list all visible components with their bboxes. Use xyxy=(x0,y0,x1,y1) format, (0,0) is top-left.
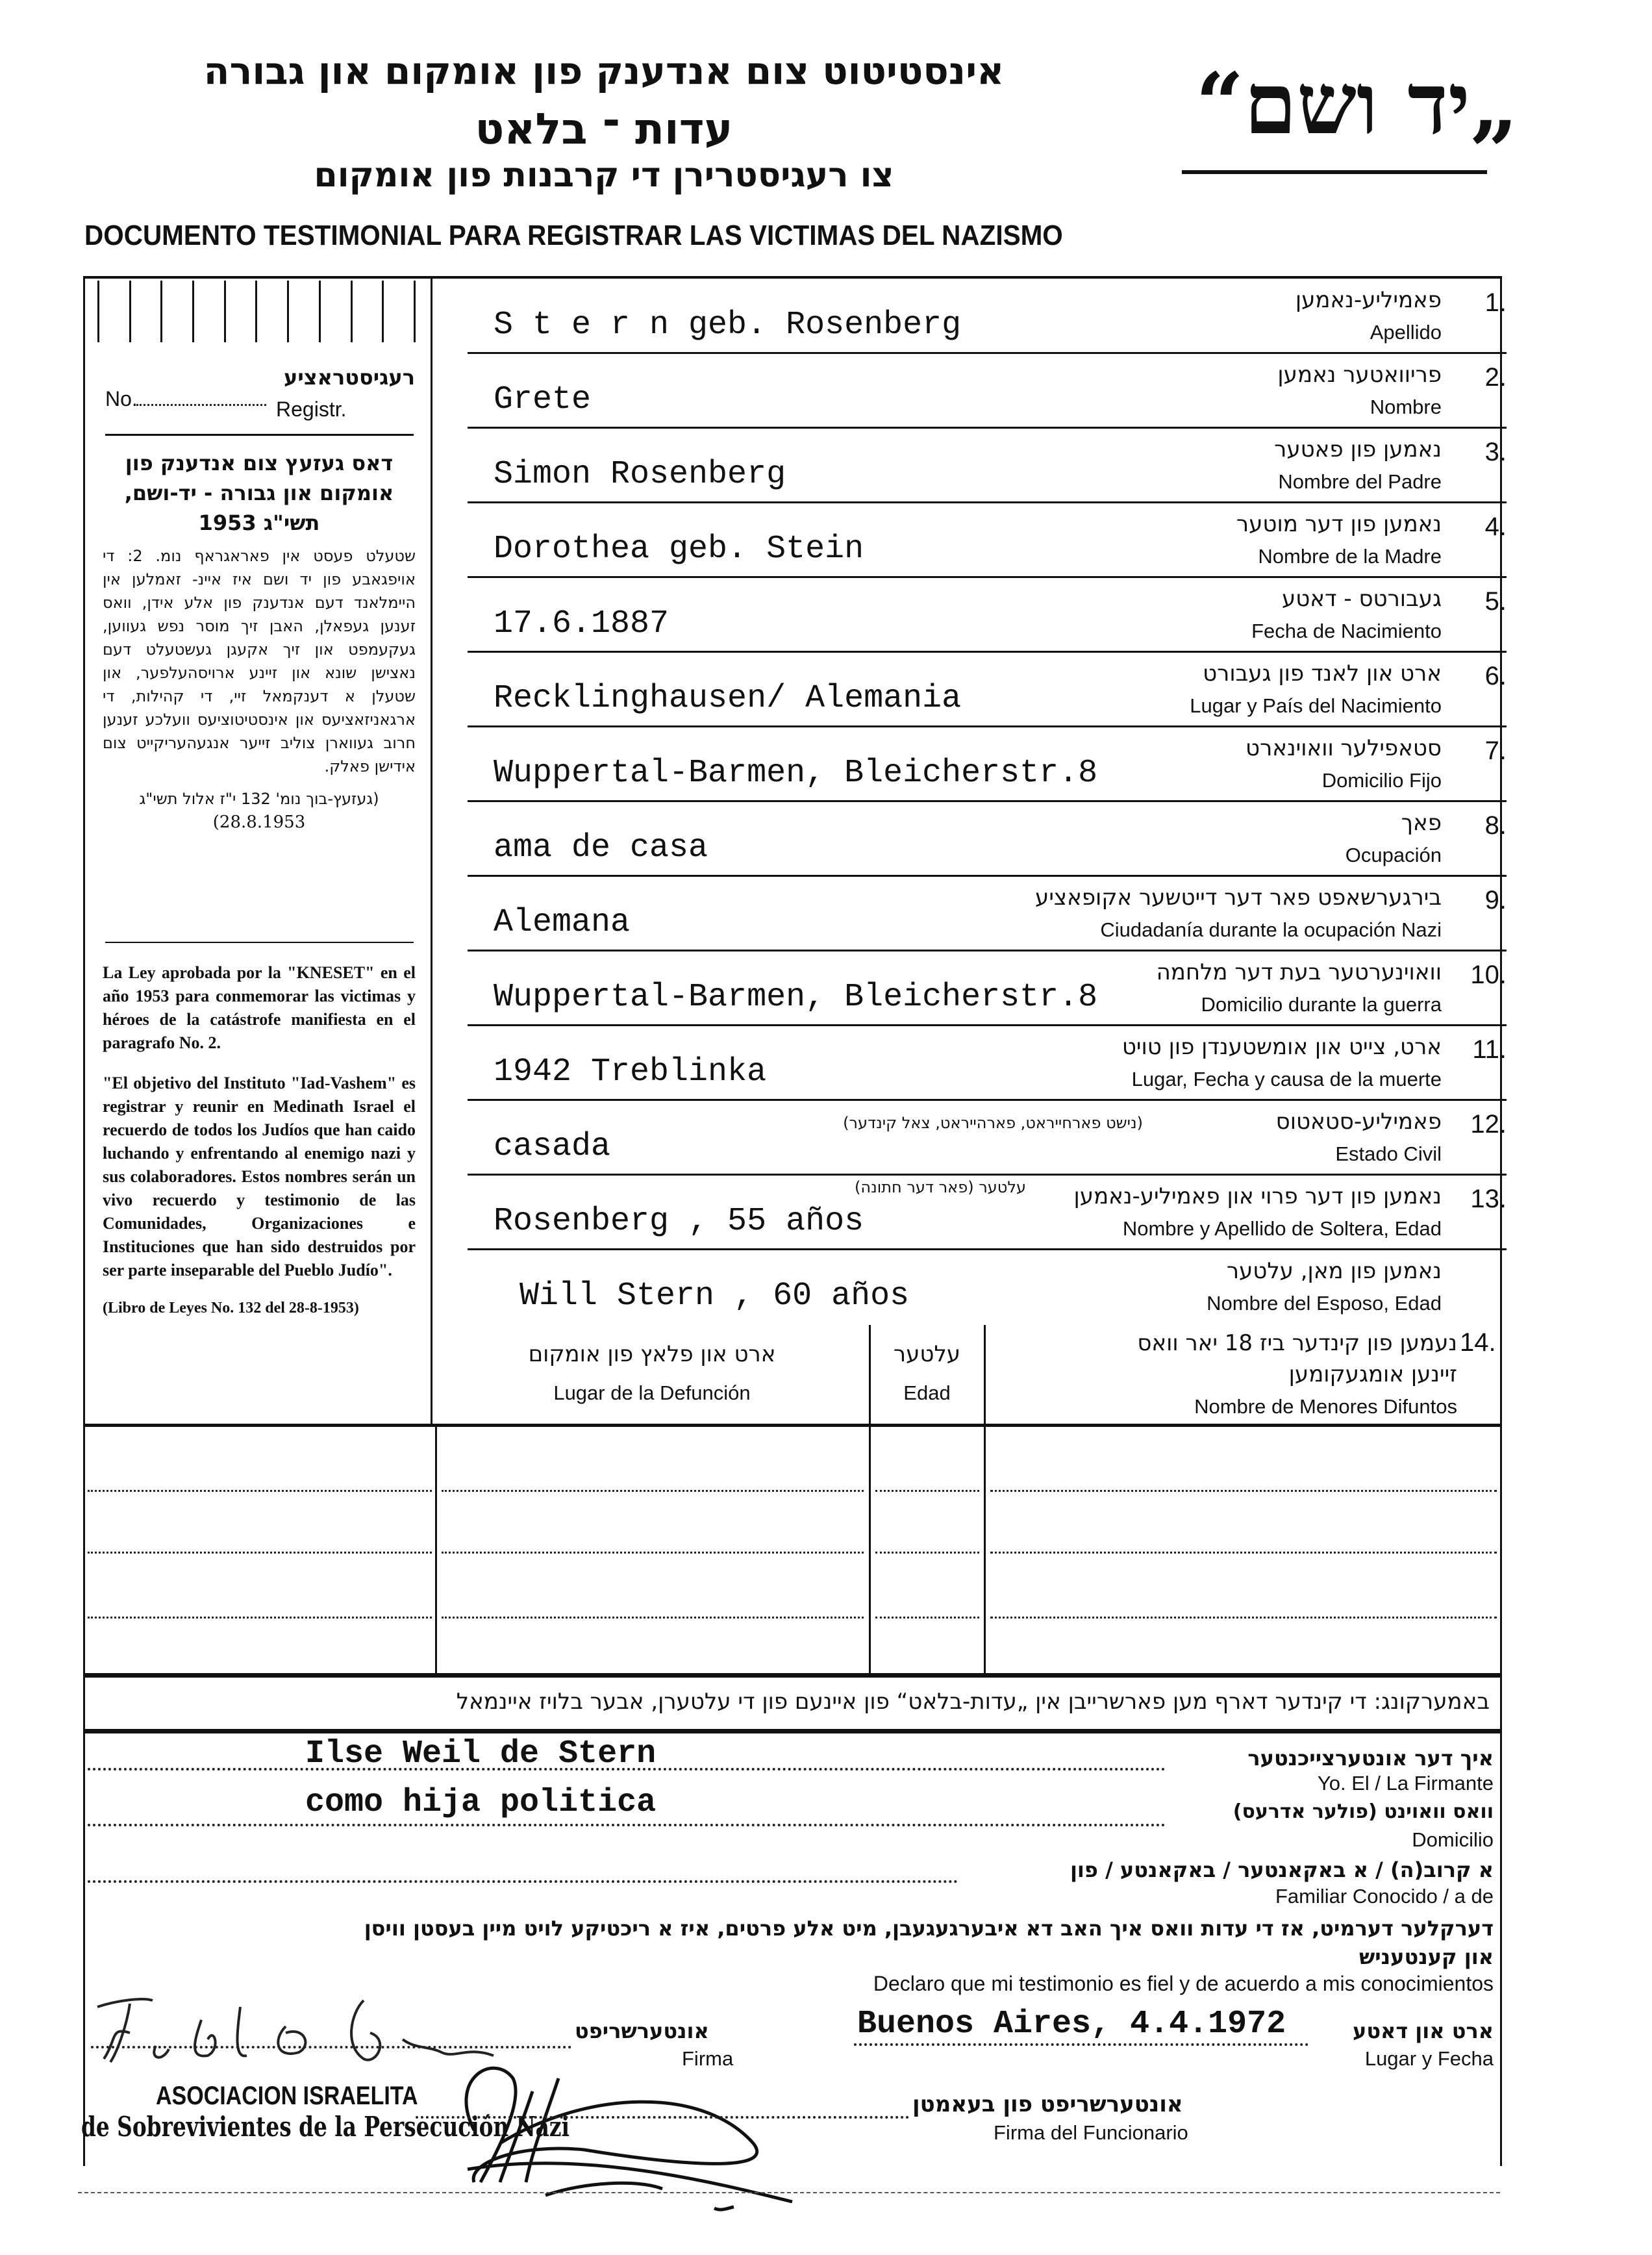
logo-underline xyxy=(1182,170,1487,174)
field-value[interactable]: Wuppertal-Barmen, Bleicherstr.8 xyxy=(494,979,1098,1016)
col-divider-left xyxy=(435,1426,437,1676)
stamp-line2: de Sobrevivientes de la Persecución Nazi xyxy=(81,2111,569,2143)
field-row xyxy=(435,802,1507,877)
field-yiddish-label: נאמען פון דער פרוי און פאמיליע-נאמען xyxy=(1073,1183,1442,1209)
field-spanish-label: Apellido xyxy=(1370,321,1442,344)
child-entry-line[interactable] xyxy=(88,1490,432,1492)
field-value[interactable]: Wuppertal-Barmen, Bleicherstr.8 xyxy=(494,755,1098,792)
place-date-spanish-label: Lugar y Fecha xyxy=(1364,2047,1494,2070)
signature-line xyxy=(91,2046,571,2048)
field-spanish-label: Nombre del Padre xyxy=(1278,470,1442,493)
field-spanish-label: Domicilio durante la guerra xyxy=(1201,993,1442,1016)
field-value[interactable]: Recklinghausen/ Alemania xyxy=(494,680,962,717)
law-yiddish-reference: (געזעץ-בוך נומ' 132 י"ז אלול תשי"ג xyxy=(139,790,379,808)
law-spanish-reference: (Libro de Leyes No. 132 del 28-8-1953) xyxy=(103,1300,359,1316)
child-entry-line[interactable] xyxy=(88,1617,432,1619)
field-spanish-label: Nombre del Esposo, Edad xyxy=(1207,1292,1442,1315)
field-spanish-label: Domicilio Fijo xyxy=(1321,769,1442,792)
field-number: 2. xyxy=(1484,363,1507,392)
field-value[interactable]: Grete xyxy=(494,381,592,418)
field-row xyxy=(435,1176,1507,1250)
field-spanish-label: Lugar y País del Nacimiento xyxy=(1190,694,1442,717)
child-entry-line[interactable] xyxy=(442,1617,864,1619)
law-spanish-paragraph-1: La Ley aprobada por la "KNESET" en el año 1953 para conmemorar las victimas y héroes de la catástrofe manifiesta en el paragrafo No. 2. xyxy=(103,963,416,1052)
field-yiddish-label: פאמיליע-סטאטוס xyxy=(1275,1109,1442,1135)
field-spanish-label: Estado Civil xyxy=(1335,1142,1442,1165)
declarant-address[interactable]: como hija politica xyxy=(305,1784,657,1821)
registration-boxes xyxy=(97,281,416,342)
field-note: עלטער (פאר דער חתונה) xyxy=(855,1178,1026,1196)
remark-top xyxy=(83,1673,1502,1678)
field-yiddish-label: געבורטס - דאטע xyxy=(1281,586,1442,612)
field-spanish-label: Ocupación xyxy=(1345,844,1442,866)
yad-vashem-logo: „יד ושם“ xyxy=(1195,54,1519,153)
relation-yiddish-label: א קרוב(ה) / א באקאנטער / באקאנטע / פון xyxy=(1070,1858,1494,1882)
header-yiddish-line2: עדות ־ בלאט xyxy=(475,104,733,154)
field-spanish-label: Nombre xyxy=(1370,396,1442,418)
field-value[interactable]: Will Stern , 60 años xyxy=(519,1278,910,1315)
field-value[interactable]: casada xyxy=(494,1128,611,1165)
field-yiddish-label: נאמען פון פאטער xyxy=(1274,436,1442,462)
remark-bottom xyxy=(83,1729,1502,1733)
field-number: 9. xyxy=(1484,886,1507,914)
field-row xyxy=(435,727,1507,802)
official-signature xyxy=(390,2052,896,2221)
declaration-yiddish-2: און קענטעניש xyxy=(1358,1945,1494,1969)
field-value[interactable]: 17.6.1887 xyxy=(494,605,670,642)
registration-yiddish-label: רעגיסטראציע xyxy=(284,365,415,390)
field-spanish-label: Lugar, Fecha y causa de la muerte xyxy=(1131,1068,1442,1090)
field-yiddish-label: פאך xyxy=(1401,810,1442,836)
child-entry-line[interactable] xyxy=(990,1552,1497,1554)
place-date-line xyxy=(854,2043,1308,2046)
field-number: 6. xyxy=(1484,662,1507,690)
address-spanish-label: Domicilio xyxy=(1412,1828,1494,1851)
official-signature-line xyxy=(416,2116,909,2119)
field-value[interactable]: 1942 Treblinka xyxy=(494,1053,767,1090)
field-row xyxy=(435,503,1507,578)
place-date-yiddish-label: ארט און דאטע xyxy=(1353,2019,1494,2043)
field-yiddish-label: פריוואטער נאמען xyxy=(1277,362,1442,388)
age-spanish-label: Edad xyxy=(903,1381,951,1404)
field-spanish-label: Fecha de Nacimiento xyxy=(1251,620,1442,642)
field-yiddish-label: נאמען פון מאן, עלטער xyxy=(1226,1258,1442,1284)
registration-number-label: No. xyxy=(105,387,138,410)
field-yiddish-label: נאמען פון דער מוטער xyxy=(1236,511,1442,537)
remark-text: באמערקונג: די קינדער דארף מען פארשרייבן אין „עדות-בלאט“ פון איינעם פון די עלטערן, אבער בלויז איינמאל xyxy=(456,1689,1490,1715)
relation-line[interactable] xyxy=(88,1880,958,1883)
official-yiddish-label: אונטערשריפט פון בעאמטן xyxy=(912,2091,1183,2117)
address-yiddish-label: וואס וואוינט (פולער אדרעס) xyxy=(1233,1800,1494,1823)
col-divider-place xyxy=(869,1325,871,1676)
field-spanish-label: Nombre y Apellido de Soltera, Edad xyxy=(1122,1217,1442,1240)
field-yiddish-label: בירגערשאפט פאר דער דייטשער אקופאציע xyxy=(1035,885,1442,911)
declaration-yiddish-1: דערקלער דערמיט, אז די עדות וואס איך האב דא איבערגעגעבן, מיט אלע פרטים, איז א ריכטיקע לויט מיין בעסטן וויסן xyxy=(364,1916,1494,1941)
field-value[interactable]: Rosenberg , 55 años xyxy=(494,1203,864,1240)
field-row xyxy=(435,279,1507,354)
field-number: 13. xyxy=(1470,1185,1507,1213)
field-number: 11. xyxy=(1472,1035,1507,1064)
form-top-border xyxy=(83,276,1502,279)
bottom-border xyxy=(78,2192,1500,2193)
field-spanish-label: Nombre de la Madre xyxy=(1258,545,1442,568)
field-row xyxy=(435,951,1507,1026)
header-yiddish-line1: אינסטיטוט צום אנדענק פון אומקום און גבורה xyxy=(203,49,1005,93)
field-yiddish-label: פאמיליע-נאמען xyxy=(1295,287,1442,313)
field-row xyxy=(435,578,1507,653)
registration-number-field[interactable] xyxy=(136,404,266,406)
declarant-address-line xyxy=(88,1824,1166,1826)
law-yiddish-title: דאס געזעץ צום אנדענק פון אומקום און גבורה - יד-ושם, xyxy=(124,451,394,505)
law-yiddish-body: שטעלט פעסט אין פאראגראף נומ. 2: די אויפגאבע פון יד ושם איז איינ- זאמלען אין היימלאנד דעם אנדענק פון אלע אידן, וואס זענען געפאלן, האבן זיך מוסר נפש געווען, געקעמפט און זיך אקעגן געשטעלט דעם נאצישן שונא און זיינע ארויסהעלפער, און שטעלן א דענקמאל זיי, די קהילות, די ארגאניזאציעס און אינסטיטוציעס וועלכע זענען חרוב געווארן צוליב זייער אנגעהעריקייט צום אידישן פאלק. xyxy=(103,547,416,775)
left-divider xyxy=(105,434,414,436)
age-yiddish-label: עלטער xyxy=(893,1341,961,1367)
field-number: 1. xyxy=(1484,288,1507,317)
field-yiddish-label: סטאפילער וואוינארט xyxy=(1245,735,1442,761)
children-header-top xyxy=(83,1424,1502,1427)
signature-spanish-label: Firma xyxy=(682,2047,734,2070)
child-entry-line[interactable] xyxy=(990,1490,1497,1492)
header-yiddish-line3: צו רעגיסטרירן די קרבנות פון אומקום xyxy=(314,156,894,195)
child-entry-line[interactable] xyxy=(442,1490,864,1492)
field-number: 7. xyxy=(1484,737,1507,765)
field-value[interactable]: Simon Rosenberg xyxy=(494,456,786,493)
field-number: 8. xyxy=(1484,811,1507,840)
law-spanish-block xyxy=(103,961,416,1320)
declarant-spanish-label: Yo. El / La Firmante xyxy=(1317,1772,1494,1795)
declaration-spanish: Declaro que mi testimonio es fiel y de acuerdo a mis conocimientos xyxy=(873,1972,1494,1995)
children-number: 14. xyxy=(1460,1328,1496,1357)
declarant-yiddish-label: איך דער אונטערצייכנטער xyxy=(1247,1746,1494,1770)
form-left-border xyxy=(83,276,85,2166)
field-number: 5. xyxy=(1484,587,1507,616)
left-divider-2 xyxy=(105,942,414,943)
law-spanish-paragraph-2: "El objetivo del Instituto "Iad-Vashem" es registrar y reunir en Medinath Israel el recuerdo de todos los Judíos que han caido luchando y enfrentando al enemigo nazi y sus colaboradores. Estos nombres serán un vivo recuerdo y testimonio de las Comunidades, Organizaciones e Instituciones que han sido destruidos por ser parte inseparable del Pueblo Judío". xyxy=(103,1074,416,1279)
field-value[interactable]: Alemana xyxy=(494,904,631,941)
page-title: DOCUMENTO TESTIMONIAL PARA REGISTRAR LAS VICTIMAS DEL NAZISMO xyxy=(84,220,1063,251)
declarant-name[interactable]: Ilse Weil de Stern xyxy=(305,1735,657,1772)
children-yiddish-line1: נעמען פון קינדער ביז 18 יאר וואס xyxy=(1137,1330,1457,1356)
child-entry-line[interactable] xyxy=(875,1552,979,1554)
law-yiddish-block xyxy=(103,448,416,834)
field-value[interactable]: S t e r n geb. Rosenberg xyxy=(494,307,962,344)
field-row xyxy=(435,429,1507,503)
field-yiddish-label: ארט און לאנד פון געבורט xyxy=(1203,661,1442,687)
field-value[interactable]: ama de casa xyxy=(494,829,708,866)
children-spanish-label: Nombre de Menores Difuntos xyxy=(1194,1395,1457,1418)
signature-yiddish-label: אונטערשריפט xyxy=(575,2019,709,2043)
registration-spanish-label: Registr. xyxy=(276,397,347,421)
law-yiddish-reference-date: (28.8.1953 xyxy=(212,813,306,832)
field-number: 12. xyxy=(1470,1110,1507,1139)
place-spanish-label: Lugar de la Defunción xyxy=(553,1381,751,1404)
place-date-value[interactable]: Buenos Aires, 4.4.1972 xyxy=(857,2006,1286,2043)
field-row xyxy=(435,653,1507,727)
field-number: 4. xyxy=(1484,512,1507,541)
field-yiddish-label: ארט, צייט און אומשטענדן פון טויט xyxy=(1121,1034,1442,1060)
children-yiddish-line2: זיינען אומגעקומען xyxy=(1288,1361,1457,1387)
field-row xyxy=(435,877,1507,951)
field-number: 10. xyxy=(1470,961,1507,989)
child-entry-line[interactable] xyxy=(442,1552,864,1554)
left-column-divider xyxy=(431,276,432,1426)
field-spanish-label: Ciudadanía durante la ocupación Nazi xyxy=(1100,918,1442,941)
stamp-line1: ASOCIACION ISRAELITA xyxy=(156,2082,418,2110)
relation-spanish-label: Familiar Conocido / a de xyxy=(1275,1885,1494,1908)
declarant-name-line xyxy=(88,1768,1166,1770)
child-entry-line[interactable] xyxy=(875,1490,979,1492)
official-spanish-label: Firma del Funcionario xyxy=(994,2121,1188,2144)
field-note: (נישט פארחייראט, פארהייראט, צאל קינדער) xyxy=(843,1114,1143,1132)
law-yiddish-year: תשי"ג 1953 xyxy=(198,510,320,535)
place-yiddish-label: ארט און פלאץ פון אומקום xyxy=(528,1341,776,1367)
child-entry-line[interactable] xyxy=(990,1617,1497,1619)
field-yiddish-label: וואוינערטער בעת דער מלחמה xyxy=(1156,959,1442,985)
field-row xyxy=(435,354,1507,429)
child-entry-line[interactable] xyxy=(88,1552,432,1554)
field-value[interactable]: Dorothea geb. Stein xyxy=(494,531,864,568)
field-number: 3. xyxy=(1484,438,1507,466)
field-row xyxy=(435,1026,1507,1101)
col-divider-age xyxy=(984,1325,986,1676)
field-row xyxy=(435,1101,1507,1176)
child-entry-line[interactable] xyxy=(875,1617,979,1619)
field-row xyxy=(435,1250,1507,1325)
